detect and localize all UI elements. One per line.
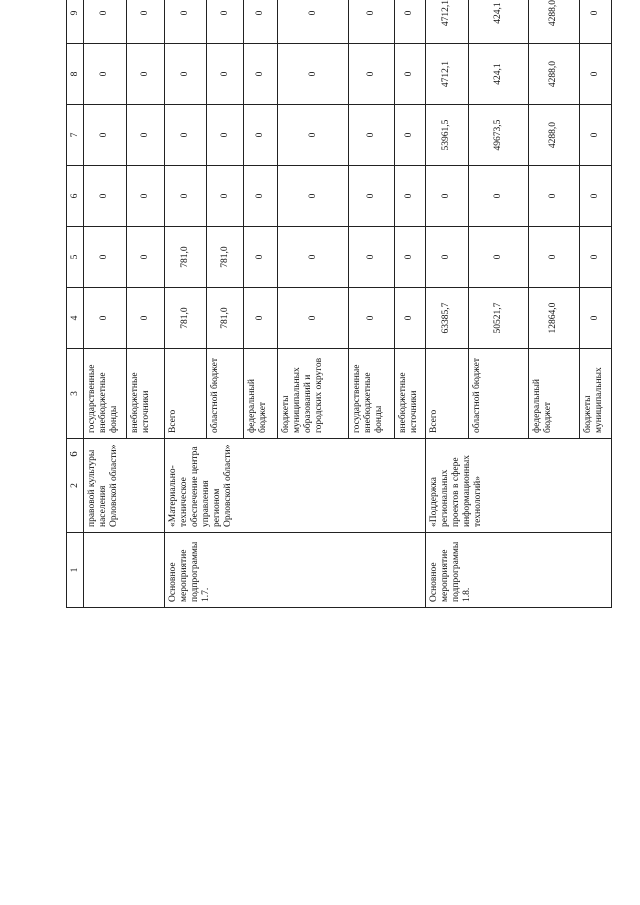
value-cell: 0 <box>206 44 243 105</box>
value-cell: 0 <box>244 44 278 105</box>
activity-number-cell <box>84 533 165 608</box>
value-cell: 0 <box>126 0 164 44</box>
value-cell: 0 <box>528 227 579 288</box>
value-cell: 0 <box>244 0 278 44</box>
value-cell: 0 <box>349 288 395 349</box>
value-cell: 0 <box>579 166 611 227</box>
value-cell: 0 <box>244 105 278 166</box>
table-row <box>165 0 207 608</box>
value-cell: 0 <box>165 44 207 105</box>
value-cell: 0 <box>394 105 425 166</box>
funding-source-cell: государственные внебюджетные фонды <box>349 349 395 439</box>
table-row <box>84 0 127 608</box>
value-cell: 0 <box>278 44 349 105</box>
value-cell: 0 <box>528 166 579 227</box>
column-header: 7 <box>67 105 84 166</box>
activity-number-cell: Основное мероприятие подпрограммы 1.8. <box>425 533 611 608</box>
value-cell: 424,1 <box>468 0 528 44</box>
funding-source-cell: внебюджетные источники <box>126 349 164 439</box>
funding-source-cell: государственные внебюджетные фонды <box>84 349 127 439</box>
value-cell: 0 <box>579 227 611 288</box>
header-row <box>67 0 84 608</box>
value-cell: 0 <box>425 166 468 227</box>
funding-source-cell: Всего <box>165 349 207 439</box>
value-cell: 0 <box>349 166 395 227</box>
column-header: 9 <box>67 0 84 44</box>
value-cell: 424,1 <box>468 44 528 105</box>
funding-source-cell: областной бюджет <box>468 349 528 439</box>
value-cell: 781,0 <box>206 288 243 349</box>
value-cell: 0 <box>126 105 164 166</box>
value-cell: 0 <box>206 166 243 227</box>
value-cell: 50521,7 <box>468 288 528 349</box>
column-header: 4 <box>67 288 84 349</box>
value-cell: 0 <box>165 105 207 166</box>
value-cell: 0 <box>349 44 395 105</box>
value-cell: 4712,1 <box>425 44 468 105</box>
value-cell: 0 <box>394 288 425 349</box>
page-number: 6 <box>68 451 80 457</box>
value-cell: 12864,0 <box>528 288 579 349</box>
value-cell: 0 <box>579 0 611 44</box>
value-cell: 0 <box>206 0 243 44</box>
value-cell: 0 <box>425 227 468 288</box>
funding-source-cell: бюджеты муниципальных образований и городских округов <box>278 349 349 439</box>
value-cell: 0 <box>126 166 164 227</box>
value-cell: 0 <box>126 288 164 349</box>
value-cell: 0 <box>244 166 278 227</box>
activity-name-cell: «Материально-техническое обеспечение центра управления регионом Орловской области» <box>165 439 426 533</box>
value-cell: 781,0 <box>165 288 207 349</box>
value-cell: 0 <box>278 288 349 349</box>
value-cell: 4288,0 <box>528 0 579 44</box>
value-cell: 0 <box>126 44 164 105</box>
column-header: 2 <box>67 439 84 533</box>
value-cell: 0 <box>165 166 207 227</box>
activity-number-cell: Основное мероприятие подпрограммы 1.7. <box>165 533 426 608</box>
value-cell: 0 <box>394 227 425 288</box>
value-cell: 0 <box>394 166 425 227</box>
value-cell: 0 <box>84 44 127 105</box>
value-cell: 0 <box>468 227 528 288</box>
value-cell: 4288,0 <box>528 105 579 166</box>
value-cell: 781,0 <box>165 227 207 288</box>
value-cell: 0 <box>349 0 395 44</box>
value-cell: 0 <box>394 0 425 44</box>
value-cell: 0 <box>278 227 349 288</box>
financing-table <box>66 0 612 608</box>
value-cell: 0 <box>244 227 278 288</box>
column-header: 8 <box>67 44 84 105</box>
value-cell: 0 <box>349 227 395 288</box>
value-cell: 0 <box>206 105 243 166</box>
funding-source-cell: внебюджетные источники <box>394 349 425 439</box>
rotated-page-frame <box>66 0 612 883</box>
value-cell: 0 <box>84 227 127 288</box>
activity-name-cell: «Поддержка региональных проектов в сфере информационных технологий» <box>425 439 611 533</box>
column-header: 3 <box>67 349 84 439</box>
value-cell: 0 <box>278 166 349 227</box>
value-cell: 0 <box>278 0 349 44</box>
value-cell: 4712,1 <box>425 0 468 44</box>
funding-source-cell: Всего <box>425 349 468 439</box>
value-cell: 0 <box>579 105 611 166</box>
activity-name-cell: правовой культуры населения Орловской области» <box>84 439 165 533</box>
value-cell: 0 <box>244 288 278 349</box>
value-cell: 4288,0 <box>528 44 579 105</box>
value-cell: 0 <box>579 288 611 349</box>
value-cell: 0 <box>468 166 528 227</box>
value-cell: 53961,5 <box>425 105 468 166</box>
value-cell: 0 <box>394 44 425 105</box>
value-cell: 0 <box>84 0 127 44</box>
value-cell: 49673,5 <box>468 105 528 166</box>
column-header: 5 <box>67 227 84 288</box>
value-cell: 0 <box>84 105 127 166</box>
column-header: 1 <box>67 533 84 608</box>
funding-source-cell: бюджеты муниципальных <box>579 349 611 439</box>
funding-source-cell: федеральный бюджет <box>244 349 278 439</box>
value-cell: 0 <box>278 105 349 166</box>
document-page <box>66 0 612 608</box>
value-cell: 0 <box>84 288 127 349</box>
value-cell: 0 <box>349 105 395 166</box>
value-cell: 0 <box>84 166 127 227</box>
column-header: 6 <box>67 166 84 227</box>
funding-source-cell: областной бюджет <box>206 349 243 439</box>
table-row <box>425 0 468 608</box>
value-cell: 0 <box>126 227 164 288</box>
value-cell: 0 <box>579 44 611 105</box>
value-cell: 781,0 <box>206 227 243 288</box>
value-cell: 63385,7 <box>425 288 468 349</box>
funding-source-cell: федеральный бюджет <box>528 349 579 439</box>
value-cell: 0 <box>165 0 207 44</box>
